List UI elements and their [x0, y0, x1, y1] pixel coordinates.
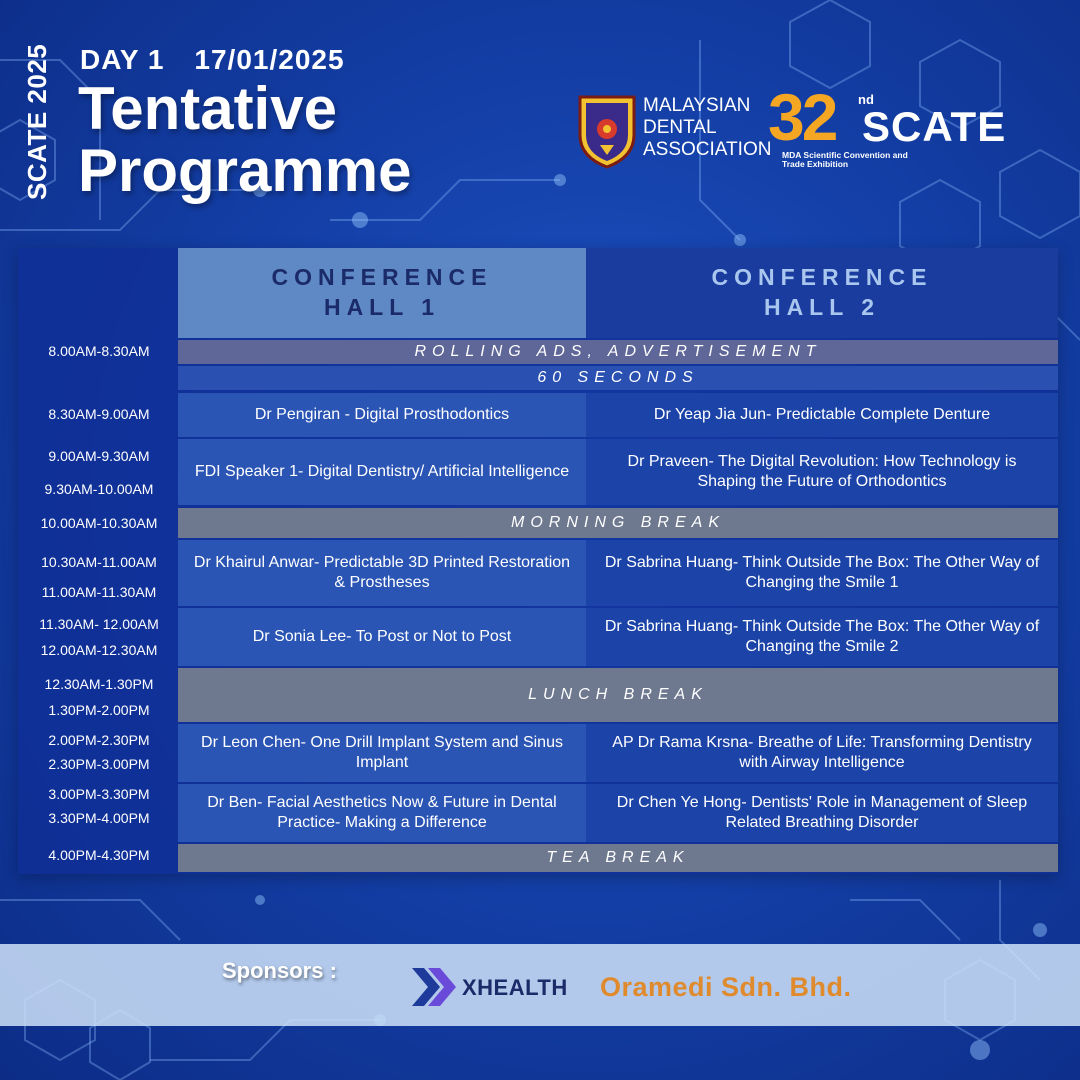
- time-slot: 12.00AM-12.30AM: [40, 642, 158, 658]
- mda-line-1: MALAYSIAN: [643, 95, 751, 116]
- time-slot: 9.30AM-10.00AM: [44, 481, 154, 497]
- session-hall-1: Dr Leon Chen- One Drill Implant System and Sinus Implant: [178, 724, 586, 782]
- band-tea-break: TEA BREAK: [178, 844, 1058, 872]
- page-title: [78, 75, 412, 204]
- time-slot: 11.00AM-11.30AM: [41, 584, 157, 600]
- scate-sub-line-2: Trade Exhibition: [782, 159, 849, 169]
- session-hall-1: Dr Khairul Anwar- Predictable 3D Printed Restoration & Prostheses: [178, 540, 586, 606]
- hall-2-line-1: CONFERENCE: [711, 264, 933, 290]
- title-line-1: Tentative: [78, 75, 337, 142]
- session-hall-1: Dr Sonia Lee- To Post or Not to Post: [178, 608, 586, 666]
- title-line-2: Programme: [78, 137, 412, 204]
- time-slot: 3.00PM-3.30PM: [48, 786, 150, 802]
- xhealth-logo-icon: [410, 966, 458, 1008]
- scate-subtitle: [782, 151, 908, 169]
- day-date-line: [80, 44, 345, 76]
- scate-word: SCATE: [862, 103, 1007, 150]
- band-morning-break: MORNING BREAK: [178, 508, 1058, 538]
- session-hall-2: Dr Sabrina Huang- Think Outside The Box: The Other Way of Changing the Smile 2: [586, 608, 1058, 666]
- session-hall-2: Dr Sabrina Huang- Think Outside The Box: The Other Way of Changing the Smile 1: [586, 540, 1058, 606]
- mda-line-2: DENTAL: [643, 117, 717, 138]
- session-hall-1: FDI Speaker 1- Digital Dentistry/ Artificial Intelligence: [178, 439, 586, 505]
- session-hall-2: Dr Yeap Jia Jun- Predictable Complete Denture: [586, 393, 1058, 437]
- scate-suffix: nd: [858, 92, 874, 107]
- sponsor-oramedi: Oramedi Sdn. Bhd.: [600, 972, 852, 1002]
- band-rolling-ads: ROLLING ADS, ADVERTISEMENT: [178, 340, 1058, 364]
- session-hall-2: Dr Praveen- The Digital Revolution: How Technology is Shaping the Future of Orthodontics: [586, 439, 1058, 505]
- time-slot: 12.30AM-1.30PM: [44, 676, 154, 692]
- time-slot: 4.00PM-4.30PM: [48, 847, 150, 863]
- time-slot: 2.30PM-3.00PM: [48, 756, 150, 772]
- hall-1-line-2: HALL 1: [323, 294, 441, 320]
- band-60-seconds: 60 SECONDS: [178, 366, 1058, 390]
- mda-line-3: ASSOCIATION: [643, 139, 772, 160]
- time-slot: 2.00PM-2.30PM: [48, 732, 150, 748]
- band-lunch-break: LUNCH BREAK: [178, 668, 1058, 722]
- time-slot: 1.30PM-2.00PM: [48, 702, 150, 718]
- mda-name: [643, 95, 771, 161]
- time-slot: 3.30PM-4.00PM: [48, 810, 150, 826]
- time-slot: 9.00AM-9.30AM: [48, 448, 150, 464]
- session-hall-2: Dr Chen Ye Hong- Dentists' Role in Management of Sleep Related Breathing Disorder: [586, 784, 1058, 842]
- scate-number: 32: [768, 80, 836, 154]
- time-slot: 11.30AM- 12.00AM: [39, 616, 159, 632]
- date-label: 17/01/2025: [194, 44, 345, 75]
- time-slot: 10.00AM-10.30AM: [40, 515, 158, 531]
- session-hall-1: Dr Pengiran - Digital Prosthodontics: [178, 393, 586, 437]
- day-label: DAY 1: [80, 44, 165, 75]
- scate-sub-line-1: MDA Scientific Convention and: [782, 150, 908, 160]
- hall-1-header: [178, 248, 586, 338]
- session-hall-1: Dr Ben- Facial Aesthetics Now & Future in Dental Practice- Making a Difference: [178, 784, 586, 842]
- time-slot: 8.30AM-9.00AM: [48, 406, 150, 422]
- time-slot: 8.00AM-8.30AM: [48, 343, 150, 359]
- sponsors-label: Sponsors :: [222, 958, 337, 983]
- hall-2-header: [586, 248, 1058, 338]
- time-slot: 10.30AM-11.00AM: [41, 554, 157, 570]
- mda-shield-icon: [578, 95, 636, 169]
- session-hall-2: AP Dr Rama Krsna- Breathe of Life: Transforming Dentistry with Airway Intelligence: [586, 724, 1058, 782]
- vertical-event-label: SCATE 2025: [22, 43, 52, 200]
- hall-1-line-1: CONFERENCE: [271, 264, 493, 290]
- hall-2-line-2: HALL 2: [763, 294, 881, 320]
- sponsor-xhealth: XHEALTH: [462, 975, 568, 1000]
